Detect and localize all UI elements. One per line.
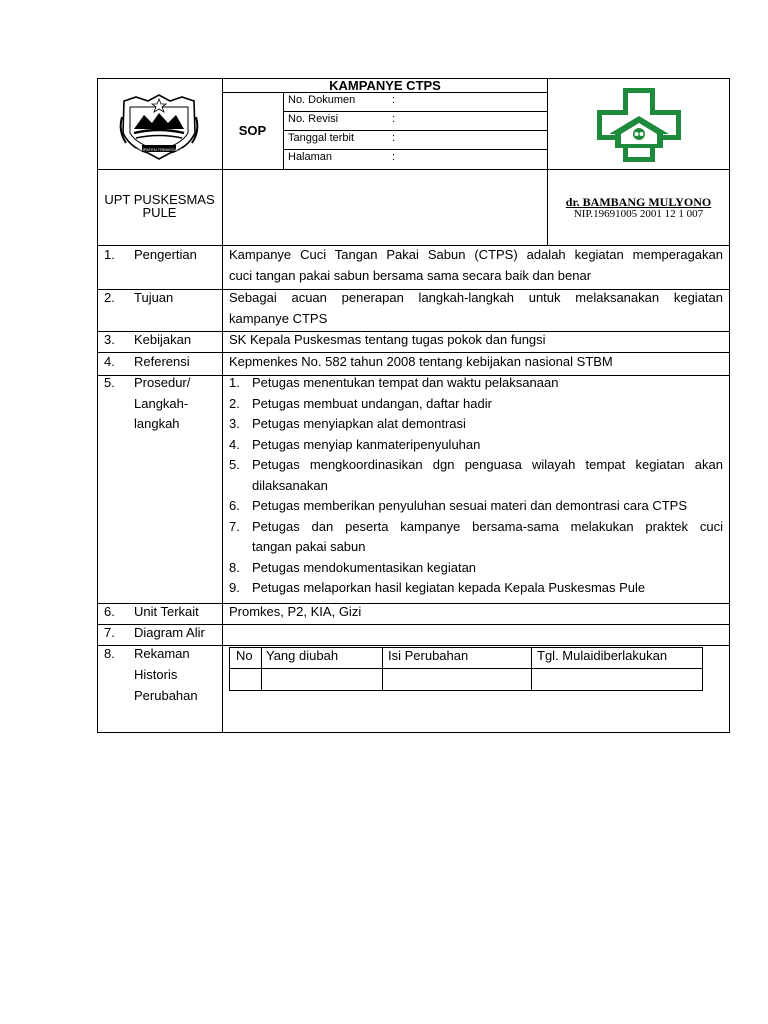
doc-field-label: Halaman bbox=[288, 151, 333, 163]
step-text-continued: tangan pakai sabun bbox=[252, 539, 366, 554]
step-text: Petugas menyiap kanmateripenyuluhan bbox=[252, 436, 481, 452]
org-name-line1: UPT PUSKESMAS bbox=[104, 192, 215, 207]
section-number: 3. bbox=[104, 332, 115, 347]
list-item bbox=[229, 558, 723, 579]
doc-field-sep: : bbox=[392, 132, 396, 144]
step-text: Petugas dan peserta kampanye bersama-sama melakukan praktek cuci bbox=[252, 518, 723, 534]
section-label: Pengertian bbox=[134, 247, 197, 262]
section-label: Rekaman bbox=[134, 646, 190, 661]
procedure-steps bbox=[229, 373, 723, 599]
pengertian-text: cuci tangan pakai sabun bersama sama secara baik dan benar bbox=[229, 268, 592, 283]
sop-label: SOP bbox=[238, 123, 267, 138]
signer-nip: NIP.19691005 2001 12 1 007 bbox=[573, 208, 704, 220]
section-label: Tujuan bbox=[134, 290, 174, 305]
step-number: 8. bbox=[229, 559, 240, 575]
section-number: 2. bbox=[104, 290, 115, 305]
doc-field-label: No. Dokumen bbox=[288, 94, 356, 106]
step-text: Petugas menyiapkan alat demontrasi bbox=[252, 416, 466, 431]
document-title: KAMPANYE CTPS bbox=[329, 78, 441, 93]
list-item bbox=[229, 435, 723, 456]
step-number: 5. bbox=[229, 457, 240, 472]
list-item bbox=[229, 455, 723, 496]
column-header: Yang diubah bbox=[266, 648, 339, 663]
column-header: No bbox=[236, 648, 253, 663]
section-number: 6. bbox=[104, 604, 115, 619]
section-label: langkah bbox=[134, 416, 180, 431]
tujuan-text: Sebagai acuan penerapan langkah-langkah untuk melaksanakan kegiatan bbox=[229, 290, 723, 305]
doc-field-label: Tanggal terbit bbox=[288, 132, 355, 144]
step-number: 9. bbox=[229, 580, 240, 595]
step-text: Petugas memberikan penyuluhan sesuai materi dan demontrasi cara CTPS bbox=[252, 498, 688, 513]
section-label: Diagram Alir bbox=[134, 625, 205, 640]
section-number: 8. bbox=[104, 646, 115, 661]
section-label: Perubahan bbox=[134, 688, 198, 703]
section-number: 5. bbox=[104, 375, 115, 390]
column-header: Tgl. Mulaidiberlakukan bbox=[537, 648, 668, 663]
section-label: Referensi bbox=[134, 354, 190, 369]
section-label: Prosedur/ bbox=[134, 375, 191, 390]
puskesmas-logo bbox=[597, 88, 681, 162]
step-text: Petugas membuat undangan, daftar hadir bbox=[252, 395, 492, 411]
tujuan-text: kampanye CTPS bbox=[229, 311, 328, 326]
step-number: 1. bbox=[229, 375, 240, 390]
step-text: Petugas mendokumentasikan kegiatan bbox=[252, 559, 477, 575]
step-text-continued: dilaksanakan bbox=[252, 477, 328, 493]
list-item bbox=[229, 517, 723, 558]
section-label: Historis bbox=[134, 667, 178, 682]
step-number: 3. bbox=[229, 416, 240, 431]
org-name-line2: PULE bbox=[142, 205, 177, 220]
step-text: Petugas mengkoordinasikan dgn penguasa wilayah tempat kegiatan akan bbox=[252, 457, 723, 472]
step-number: 7. bbox=[229, 518, 240, 534]
step-number: 6. bbox=[229, 498, 240, 513]
doc-field-sep: : bbox=[392, 113, 396, 125]
section-number: 4. bbox=[104, 354, 115, 369]
doc-field-sep: : bbox=[392, 94, 396, 106]
step-number: 2. bbox=[229, 395, 240, 411]
section-label: Unit Terkait bbox=[134, 604, 199, 619]
regency-logo bbox=[118, 93, 200, 163]
list-item bbox=[229, 394, 723, 415]
referensi-text: Kepmenkes No. 582 tahun 2008 tentang kebijakan nasional STBM bbox=[229, 354, 613, 369]
step-text: Petugas melaporkan hasil kegiatan kepada Kepala Puskesmas Pule bbox=[252, 580, 646, 595]
list-item bbox=[229, 496, 723, 517]
unit-terkait-text: Promkes, P2, KIA, Gizi bbox=[229, 604, 362, 619]
section-label: Langkah- bbox=[134, 396, 189, 411]
section-number: 7. bbox=[104, 625, 115, 640]
kebijakan-text: SK Kepala Puskesmas tentang tugas pokok dan fungsi bbox=[229, 332, 546, 347]
column-header: Isi Perubahan bbox=[388, 648, 469, 663]
regency-logo-text: KABUPATEN TRENGGALEK bbox=[132, 147, 185, 152]
doc-field-label: No. Revisi bbox=[288, 113, 339, 125]
list-item bbox=[229, 578, 723, 599]
signer-name: dr. BAMBANG MULYONO bbox=[565, 195, 712, 209]
section-number: 1. bbox=[104, 247, 115, 262]
list-item bbox=[229, 414, 723, 435]
step-number: 4. bbox=[229, 436, 240, 452]
step-text: Petugas menentukan tempat dan waktu pelaksanaan bbox=[252, 375, 559, 390]
list-item bbox=[229, 373, 723, 394]
section-label: Kebijakan bbox=[134, 332, 192, 347]
history-table bbox=[229, 647, 703, 691]
doc-field-sep: : bbox=[392, 151, 396, 163]
pengertian-text: Kampanye Cuci Tangan Pakai Sabun (CTPS) adalah kegiatan memperagakan bbox=[229, 247, 723, 262]
